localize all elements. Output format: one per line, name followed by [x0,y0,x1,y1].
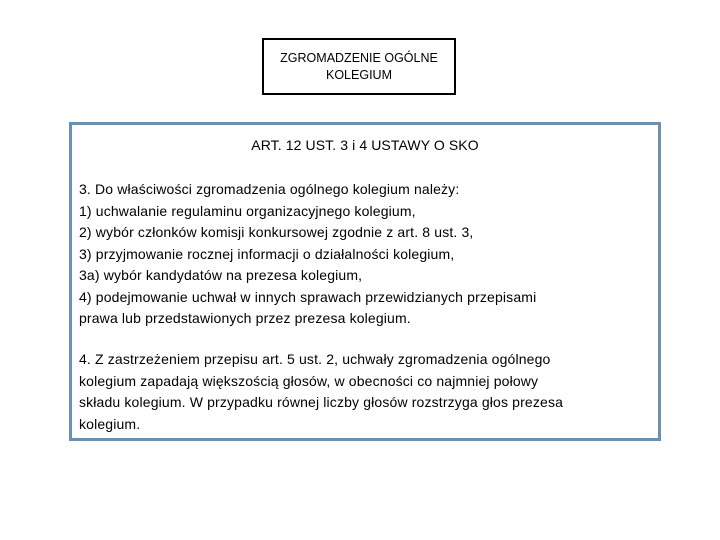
section-3-line: 3a) wybór kandydatów na prezesa kolegium, [79,267,363,283]
section-4-line: 4. Z zastrzeżeniem przepisu art. 5 ust. 2, uchwały zgromadzenia ogólnego [79,351,551,367]
section-3-line: prawa lub przedstawionych przez prezesa kolegium. [79,310,411,326]
section-4-paragraph [79,349,650,435]
title-line-2: KOLEGIUM [326,67,392,82]
article-heading: ART. 12 UST. 3 i 4 USTAWY O SKO [251,137,479,153]
section-3-line: 4) podejmowanie uchwał w innych sprawach przewidzianych przepisami [79,288,537,305]
section-4-line: kolegium zapadają większością głosów, w obecności co najmniej połowy [79,372,539,389]
section-3-line: 3) przyjmowanie rocznej informacji o działalności kolegium, [79,245,455,262]
section-4-line: składu kolegium. W przypadku równej liczby głosów rozstrzyga głos prezesa [79,394,564,410]
section-3-line: 3. Do właściwości zgromadzenia ogólnego kolegium należy: [79,181,460,197]
title-line-1: ZGROMADZENIE OGÓLNE [280,50,438,65]
title-box [262,38,456,95]
section-3-paragraph [79,179,650,330]
content-box [69,122,661,441]
section-3-line: 1) uchwalanie regulaminu organizacyjnego kolegium, [79,202,416,219]
section-4-line: kolegium. [79,415,141,432]
section-3-line: 2) wybór członków komisji konkursowej zgodnie z art. 8 ust. 3, [79,224,474,240]
